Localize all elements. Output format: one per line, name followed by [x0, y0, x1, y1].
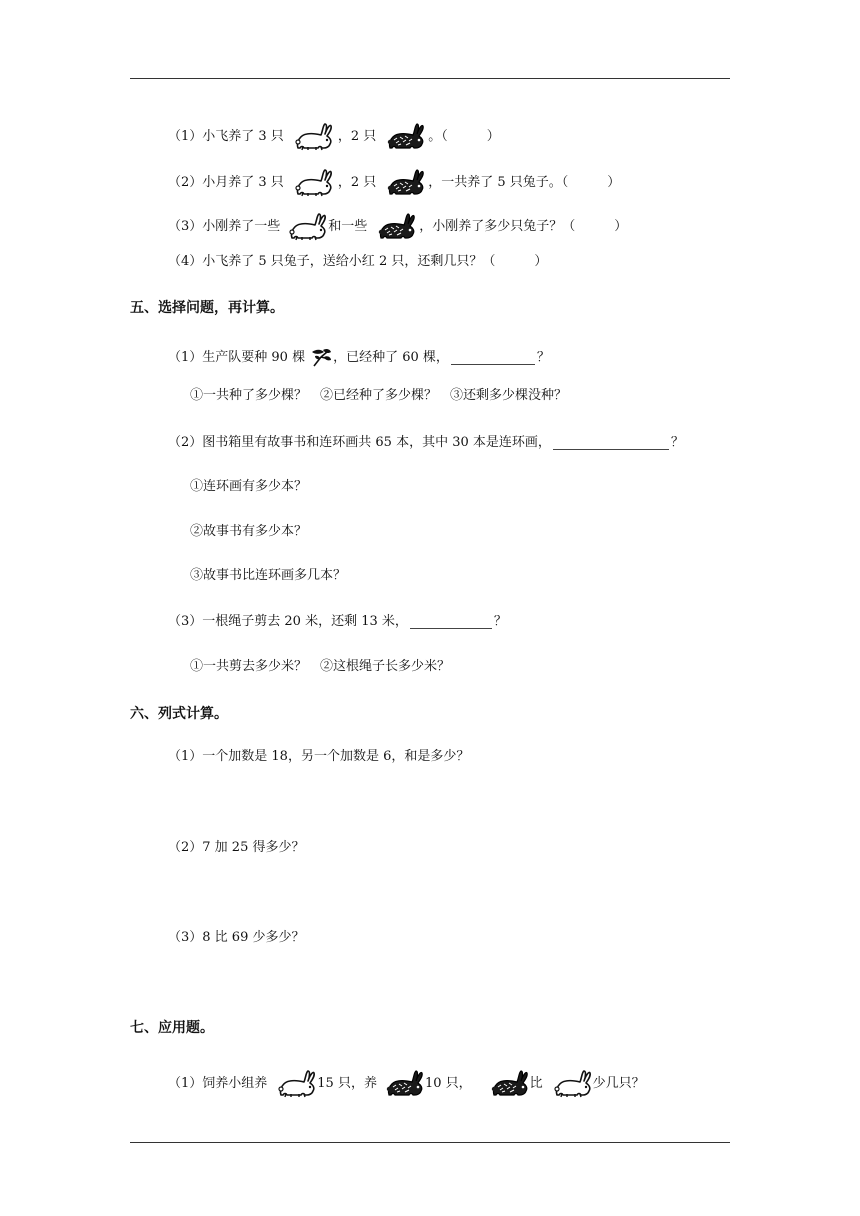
options-5-1: ①一共种了多少棵？ ②已经种了多少棵？ ③还剩多少棵没种？	[190, 388, 568, 403]
question-4-1	[168, 122, 500, 152]
header-rule	[130, 78, 730, 79]
black-rabbit-icon	[386, 168, 426, 198]
white-rabbit-icon	[277, 1069, 317, 1099]
question-text: （4）小飞养了 5 只兔子，送给小红 2 只，还剩几只？（ ）	[168, 254, 548, 269]
question-text: （1）生产队要种 90 棵	[168, 350, 306, 365]
question-text: 比	[529, 1076, 543, 1091]
white-rabbit-icon	[288, 212, 328, 242]
white-rabbit-icon	[294, 122, 334, 152]
question-6-2: （2）7 加 25 得多少？	[168, 840, 305, 855]
section-heading-7: 七、应用题。	[130, 1020, 214, 1036]
white-rabbit-icon	[553, 1069, 593, 1099]
black-rabbit-icon	[385, 1069, 425, 1099]
option-5-2-1: ①连环画有多少本？	[190, 479, 308, 494]
black-rabbit-icon	[386, 122, 426, 152]
tree-icon	[309, 346, 333, 370]
question-5-2	[168, 433, 684, 453]
answer-blank[interactable]	[553, 437, 669, 450]
question-7-1	[168, 1069, 645, 1099]
question-text: ，已经种了 60 棵，	[333, 350, 449, 365]
question-text: 和一些	[328, 219, 368, 234]
question-mark: ？	[493, 614, 507, 629]
question-4-2	[168, 168, 620, 198]
white-rabbit-icon	[294, 168, 334, 198]
answer-bracket[interactable]: ，一共养了 5 只兔子。（ ）	[428, 175, 621, 190]
question-4-3	[168, 212, 627, 242]
question-6-1: （1）一个加数是 18，另一个加数是 6，和是多少？	[168, 749, 470, 764]
question-text: （3）小刚养了一些	[168, 219, 281, 234]
question-mark: ？	[536, 350, 550, 365]
question-6-3: （3）8 比 69 少多少？	[168, 930, 305, 945]
footer-rule	[130, 1142, 730, 1143]
answer-bracket[interactable]: 。（ ）	[428, 129, 500, 144]
section-heading-5: 五、选择问题，再计算。	[130, 300, 284, 316]
question-5-1	[168, 346, 550, 370]
options-5-3: ①一共剪去多少米？ ②这根绳子长多少米？	[190, 659, 451, 674]
question-text: 15 只，养	[317, 1076, 377, 1091]
question-text: （1）小飞养了 3 只	[168, 129, 284, 144]
question-text: （2）图书箱里有故事书和连环画共 65 本，其中 30 本是连环画，	[168, 435, 551, 450]
black-rabbit-icon	[490, 1069, 530, 1099]
question-text: 10 只，	[424, 1076, 472, 1091]
black-rabbit-icon	[377, 212, 417, 242]
question-mark: ？	[670, 435, 684, 450]
answer-bracket[interactable]: ，小刚养了多少只兔子？（ ）	[419, 219, 628, 234]
question-text: ，2 只	[337, 175, 377, 190]
question-5-3	[168, 612, 507, 632]
section-heading-6: 六、列式计算。	[130, 706, 228, 722]
question-text: ，2 只	[337, 129, 377, 144]
option-5-2-2: ②故事书有多少本？	[190, 524, 308, 539]
question-text: （1）饲养小组养	[168, 1076, 268, 1091]
answer-blank[interactable]	[410, 616, 492, 629]
question-text: （2）小月养了 3 只	[168, 175, 284, 190]
question-4-4	[168, 252, 547, 272]
question-text: 少几只？	[592, 1076, 645, 1091]
answer-blank[interactable]	[451, 352, 535, 365]
option-5-2-3: ③故事书比连环画多几本？	[190, 568, 347, 583]
question-text: （3）一根绳子剪去 20 米，还剩 13 米，	[168, 614, 408, 629]
